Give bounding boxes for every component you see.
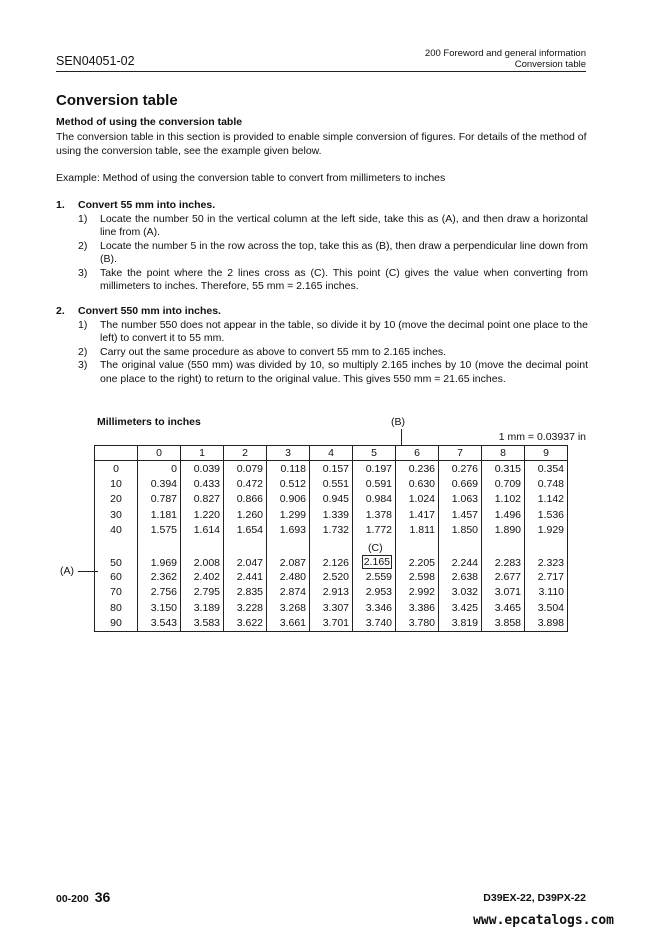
footer-code: 00-200 [56, 893, 89, 905]
table-cell: 2.913 [310, 585, 353, 601]
table-cell: 0.669 [439, 476, 482, 492]
table-cell: 3.071 [482, 585, 525, 601]
table-cell: 0.118 [267, 461, 310, 477]
table-cell: 3.661 [267, 616, 310, 632]
table-cell: 0.394 [138, 476, 181, 492]
step-item [56, 267, 588, 294]
table-cell: 3.583 [181, 616, 224, 632]
table-cell: 3.504 [525, 600, 568, 616]
column-header: 0 [138, 446, 181, 461]
label-a-leader [78, 571, 98, 572]
table-cell: 0.945 [310, 492, 353, 508]
table-cell: 3.307 [310, 600, 353, 616]
example-line: Example: Method of using the conversion table to convert from millimeters to inches [56, 172, 446, 184]
table-cell: 2.992 [396, 585, 439, 601]
table-cell: 0.236 [396, 461, 439, 477]
table-cell: 1.339 [310, 507, 353, 523]
table-cell: 2.795 [181, 585, 224, 601]
step-item [56, 359, 588, 386]
table-cell: 0.827 [181, 492, 224, 508]
table-cell: 1.299 [267, 507, 310, 523]
row-header: 80 [95, 600, 138, 616]
row-header: 60 [95, 569, 138, 585]
footer-left [56, 889, 110, 905]
table-row [95, 585, 568, 601]
section-number: 2. [56, 305, 65, 317]
section-heading [56, 305, 588, 319]
table-cell: 2.677 [482, 569, 525, 585]
watermark: www.epcatalogs.com [473, 913, 614, 928]
table-cell: 0.787 [138, 492, 181, 508]
step-number: 3) [78, 359, 88, 371]
table-cell: 2.047 [224, 538, 267, 569]
table-title: Millimeters to inches [97, 416, 201, 428]
step-number: 1) [78, 212, 88, 225]
table-row [95, 616, 568, 632]
table-cell: 0.709 [482, 476, 525, 492]
table-cell: 3.032 [439, 585, 482, 601]
table-row [95, 492, 568, 508]
table-cell: 3.780 [396, 616, 439, 632]
table-cell: 3.543 [138, 616, 181, 632]
table-cell: 0.591 [353, 476, 396, 492]
table-cell: 1.654 [224, 523, 267, 539]
header-subsection-title: Conversion table [514, 59, 586, 70]
step-text: Carry out the same procedure as above to convert 55 mm to 2.165 inches. [100, 345, 447, 358]
table-cell: 0.315 [482, 461, 525, 477]
table-cell: 1.890 [482, 523, 525, 539]
step-text: The number 550 does not appear in the table, so divide it by 10 (move the decimal point one place to the left) to convert it to 55 mm. [100, 318, 588, 344]
table-cell: 2.717 [525, 569, 568, 585]
table-cell: 1.575 [138, 523, 181, 539]
table-cell: 2.244 [439, 538, 482, 569]
doc-code: SEN04051-02 [56, 54, 135, 68]
table-cell: 2.756 [138, 585, 181, 601]
step-number: 2) [78, 345, 88, 358]
table-cell: 1.457 [439, 507, 482, 523]
table-cell: 1.496 [482, 507, 525, 523]
table-cell: 2.283 [482, 538, 525, 569]
label-c: (C) [368, 542, 383, 554]
table-cell: 1.260 [224, 507, 267, 523]
table-cell: 1.969 [138, 538, 181, 569]
section-1 [56, 199, 588, 294]
table-cell: 0.984 [353, 492, 396, 508]
table-cell: 1.850 [439, 523, 482, 539]
section-2 [56, 305, 588, 386]
table-cell: 2.520 [310, 569, 353, 585]
table-row [95, 507, 568, 523]
highlighted-result: 2.165 [363, 556, 390, 568]
table-cell: 0.866 [224, 492, 267, 508]
conversion-table [94, 445, 568, 632]
step-item [56, 319, 588, 346]
table-cell: 0.354 [525, 461, 568, 477]
table-cell: 2.402 [181, 569, 224, 585]
row-header: 70 [95, 585, 138, 601]
table-cell: 1.536 [525, 507, 568, 523]
table-cell: 3.622 [224, 616, 267, 632]
table-cell: 0.433 [181, 476, 224, 492]
column-header: 5 [353, 446, 396, 461]
table-cell: 3.228 [224, 600, 267, 616]
table-cell: 2.008 [181, 538, 224, 569]
table-cell: 3.386 [396, 600, 439, 616]
table-cell: 2.323 [525, 538, 568, 569]
method-heading: Method of using the conversion table [56, 116, 243, 128]
table-cell: 1.614 [181, 523, 224, 539]
table-cell: 1.929 [525, 523, 568, 539]
table-header-row [95, 446, 568, 461]
step-number: 1) [78, 318, 88, 331]
section-title: Convert 55 mm into inches. [78, 199, 216, 211]
table-cell: 0.748 [525, 476, 568, 492]
table-row [95, 476, 568, 492]
column-header: 9 [525, 446, 568, 461]
table-cell: 1.417 [396, 507, 439, 523]
table-cell: 1.220 [181, 507, 224, 523]
table-cell: 3.346 [353, 600, 396, 616]
table-cell: 3.425 [439, 600, 482, 616]
table-cell: 3.268 [267, 600, 310, 616]
step-item [56, 346, 588, 360]
table-cell: 1.063 [439, 492, 482, 508]
page-title: Conversion table [56, 92, 178, 109]
step-item [56, 213, 588, 240]
table-row [95, 461, 568, 477]
table-cell: 3.110 [525, 585, 568, 601]
column-header: 6 [396, 446, 439, 461]
table-cell: 2.126 [310, 538, 353, 569]
table-cell: 1.772 [353, 523, 396, 539]
table-corner-cell [95, 446, 138, 461]
table-cell: 3.858 [482, 616, 525, 632]
column-header: 4 [310, 446, 353, 461]
table-cell: 0.906 [267, 492, 310, 508]
table-cell: 2.638 [439, 569, 482, 585]
table-cell: 1.732 [310, 523, 353, 539]
table-cell: 2.087 [267, 538, 310, 569]
step-item [56, 240, 588, 267]
table-cell: 1.811 [396, 523, 439, 539]
table-cell: 0 [138, 461, 181, 477]
header-section [425, 48, 586, 70]
step-text: Take the point where the 2 lines cross as (C). This point (C) gives the value when converting from millimeters to inches. Therefore, 55 mm = 2.165 inches. [100, 266, 588, 292]
table-cell: 1.024 [396, 492, 439, 508]
table-cell: 3.740 [353, 616, 396, 632]
step-text: Locate the number 50 in the vertical column at the left side, take this as (A), and then draw a horizontal line from (A). [100, 212, 588, 238]
row-header: 0 [95, 461, 138, 477]
table-cell: 2.874 [267, 585, 310, 601]
step-number: 3) [78, 266, 88, 279]
table-cell: 3.819 [439, 616, 482, 632]
step-text: Locate the number 5 in the row across the top, take this as (B), then draw a perpendicular line down from (B). [100, 239, 588, 265]
table-cell: 1.693 [267, 523, 310, 539]
row-header: 10 [95, 476, 138, 492]
label-a: (A) [60, 565, 74, 577]
table-row [95, 600, 568, 616]
header-section-title: 200 Foreword and general information [424, 48, 586, 59]
section-heading [56, 199, 588, 213]
column-header: 7 [439, 446, 482, 461]
intro-paragraph: The conversion table in this section is provided to enable simple conversion of figures. For details of the method of using the conversion table, see the example given below. [56, 131, 587, 157]
table-cell: 3.150 [138, 600, 181, 616]
table-cell: 0.157 [310, 461, 353, 477]
table-cell: 0.472 [224, 476, 267, 492]
footer-model: D39EX-22, D39PX-22 [483, 892, 586, 904]
table-cell: 1.102 [482, 492, 525, 508]
table-cell: 1.181 [138, 507, 181, 523]
table-cell: 0.512 [267, 476, 310, 492]
step-text: The original value (550 mm) was divided by 10, so multiply 2.165 inches by 10 (move the decimal point one place to the right) to return to the original value. This gives 550 mm = 21.65 inches. [100, 359, 588, 385]
column-header: 2 [224, 446, 267, 461]
row-header: 40 [95, 523, 138, 539]
table-cell: 0.551 [310, 476, 353, 492]
table-cell: 3.898 [525, 616, 568, 632]
unit-note: 1 mm = 0.03937 in [498, 431, 586, 443]
section-number: 1. [56, 199, 65, 211]
table-cell: 0.276 [439, 461, 482, 477]
table-cell: 2.598 [396, 569, 439, 585]
row-header: 90 [95, 616, 138, 632]
table-cell: 2.205 [396, 538, 439, 569]
table-cell: 2.559 [353, 569, 396, 585]
table-cell: 0.197 [353, 461, 396, 477]
table-cell: 3.465 [482, 600, 525, 616]
column-header: 8 [482, 446, 525, 461]
table-cell: 0.630 [396, 476, 439, 492]
step-number: 2) [78, 239, 88, 252]
table-row [95, 569, 568, 585]
row-header: 50 [95, 538, 138, 569]
table-cell: 0.079 [224, 461, 267, 477]
column-header: 3 [267, 446, 310, 461]
label-b-leader [401, 429, 402, 445]
page-number: 36 [94, 889, 111, 905]
label-b: (B) [391, 416, 405, 428]
table-cell: 1.378 [353, 507, 396, 523]
table-cell: 1.142 [525, 492, 568, 508]
table-cell: 3.701 [310, 616, 353, 632]
table-row [95, 538, 568, 569]
table-cell: 2.835 [224, 585, 267, 601]
column-header: 1 [181, 446, 224, 461]
table-cell: 2.953 [353, 585, 396, 601]
table-cell: 3.189 [181, 600, 224, 616]
table-row [95, 523, 568, 539]
row-header: 20 [95, 492, 138, 508]
table-cell: 0.039 [181, 461, 224, 477]
table-cell: 2.362 [138, 569, 181, 585]
table-cell: 2.441 [224, 569, 267, 585]
table-cell: 2.480 [267, 569, 310, 585]
row-header: 30 [95, 507, 138, 523]
section-title: Convert 550 mm into inches. [78, 305, 221, 317]
header-rule [56, 71, 586, 72]
